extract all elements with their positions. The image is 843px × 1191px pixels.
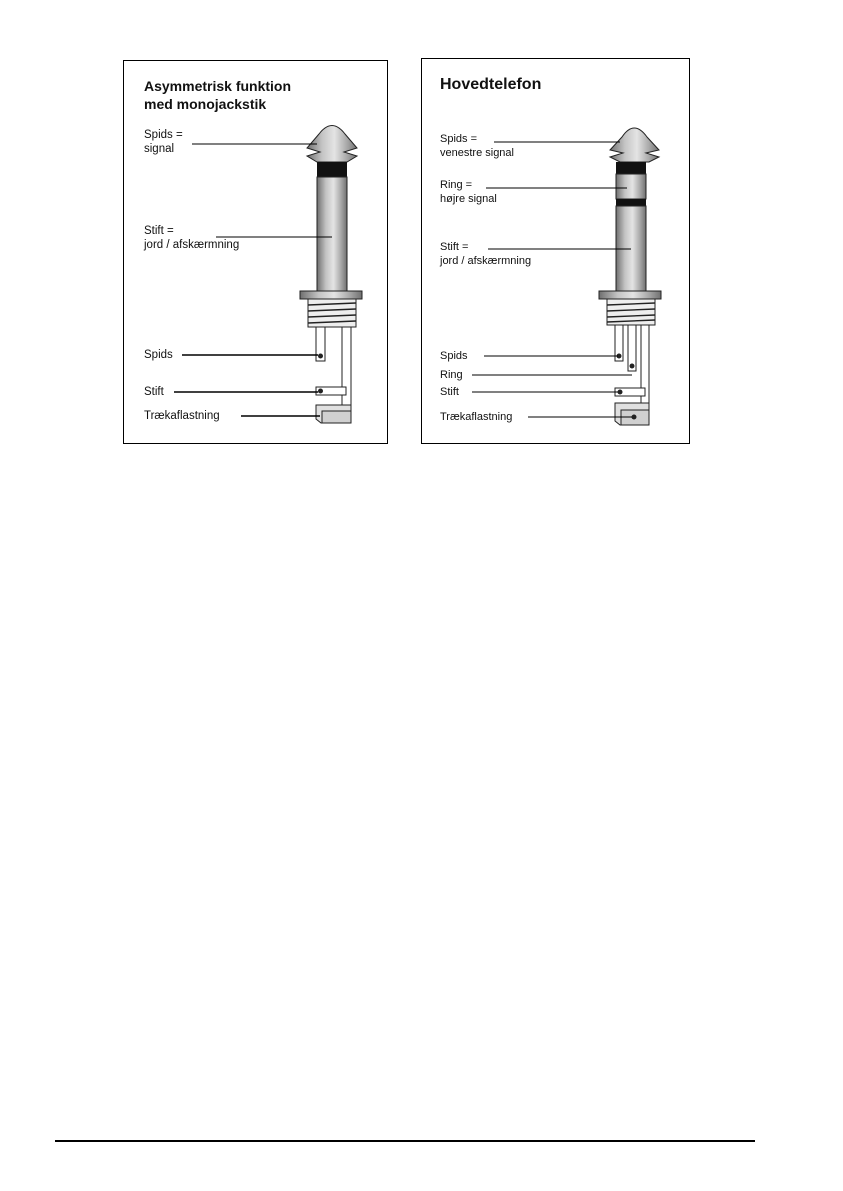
tip-label-line-2: venestre signal (440, 147, 514, 159)
ring-label-line-1: Ring = (440, 179, 473, 191)
sleeve-terminal (641, 325, 649, 415)
jack-collar (300, 291, 362, 299)
jack-insulator-top (616, 162, 646, 174)
diagram-title (144, 78, 291, 113)
sleeve-ground-label (144, 224, 239, 252)
ring-terminal-label: Ring (440, 369, 463, 381)
tip-terminal-label: Spids (144, 349, 173, 361)
mono-jack-diagram-panel (123, 60, 388, 444)
jack-insulator (317, 162, 347, 177)
sleeve-ground-label (440, 240, 531, 268)
tip-label-line-1: Spids = (144, 129, 183, 141)
jack-ring (616, 174, 646, 199)
sleeve-label-line-1: Stift = (440, 241, 469, 253)
strain-relief-label: Trækaflastning (144, 410, 220, 422)
tip-terminal-label: Spids (440, 350, 468, 362)
strain-relief-label: Trækaflastning (440, 411, 513, 423)
sleeve-label-line-1: Stift = (144, 225, 174, 237)
sleeve-label-line-2: jord / afskærmning (144, 239, 240, 251)
tip-terminal-hole (318, 354, 323, 359)
diagram-title: Hovedtelefon (440, 76, 542, 93)
jack-tip (610, 128, 659, 162)
ring-terminal-hole (630, 364, 635, 369)
tip-label-line-2: signal (144, 143, 175, 155)
title-line-2: med monojackstik (144, 95, 267, 112)
sleeve-terminal-label: Stift (440, 386, 459, 398)
sleeve-terminal-hole (318, 389, 323, 394)
tip-left-signal-label (440, 132, 514, 160)
ring-right-signal-label (440, 178, 497, 206)
jack-collar (599, 291, 661, 299)
title-line-1: Asymmetrisk funktion (144, 78, 292, 94)
sleeve-label-line-2: jord / afskærmning (440, 255, 532, 267)
tip-label-line-1: Spids = (440, 133, 477, 145)
jack-insulator-bottom (616, 199, 646, 206)
ring-label-line-2: højre signal (440, 193, 497, 205)
sleeve-terminal-hole (618, 390, 623, 395)
headphone-jack-diagram-panel (421, 58, 690, 444)
jack-sleeve (317, 177, 347, 291)
sleeve-terminal-label: Stift (144, 386, 164, 398)
footer-rule (55, 1140, 755, 1142)
tip-signal-label (144, 128, 183, 156)
